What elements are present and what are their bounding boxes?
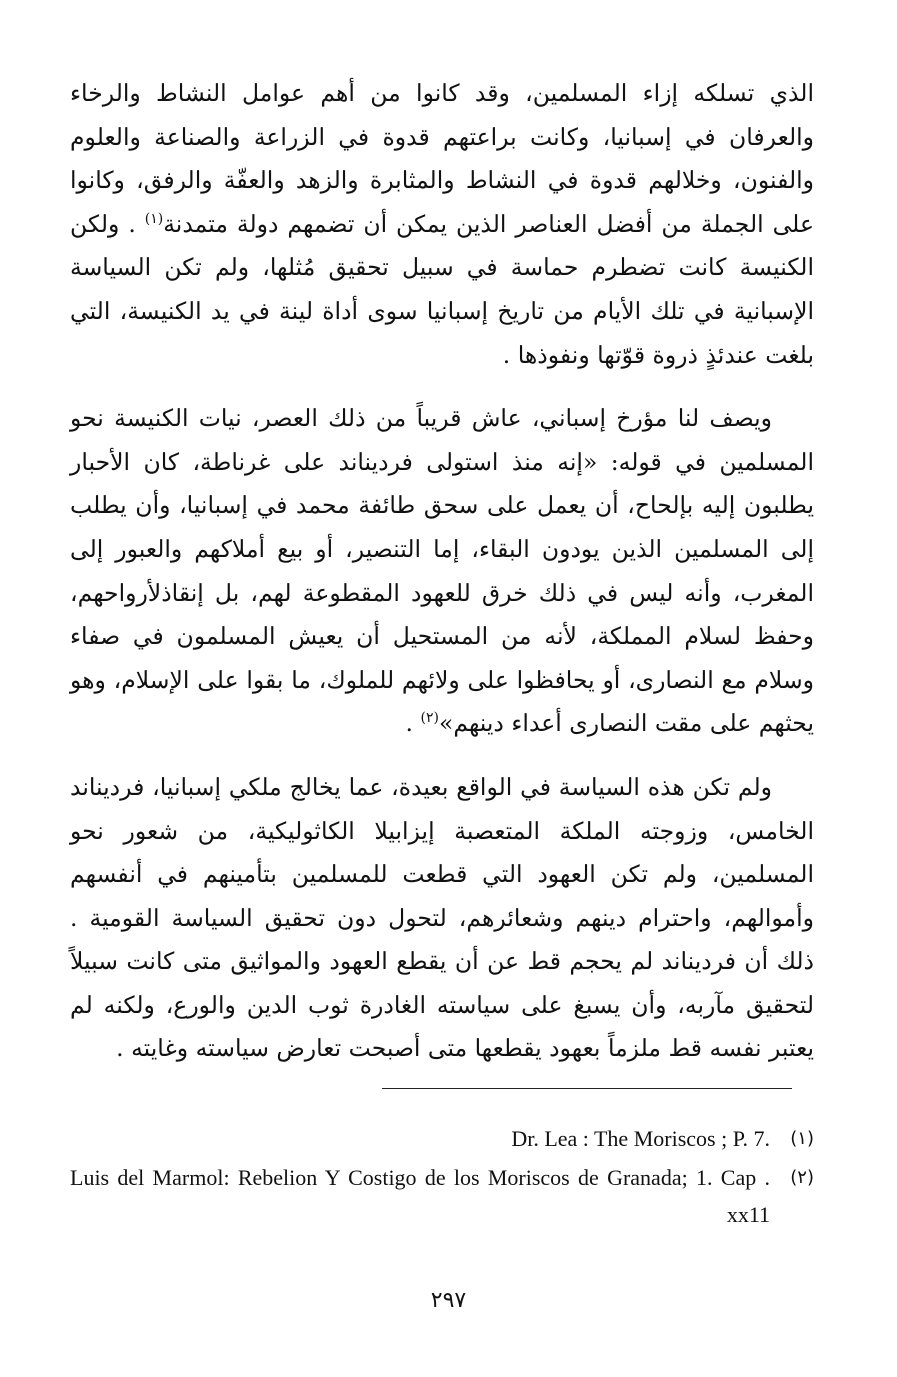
footnote-ref-2[interactable]: (٢) — [420, 710, 439, 727]
footnote-2-text: Luis del Marmol: Rebelion Y Costigo de los Moriscos de Granada; 1. Cap . xx11 — [70, 1165, 770, 1227]
footnote-2 — [70, 1159, 814, 1233]
paragraph-3 — [70, 766, 814, 1071]
footnote-1 — [70, 1120, 814, 1157]
footnote-ref-1[interactable]: (١) — [144, 210, 164, 227]
main-text — [70, 72, 814, 1071]
paragraph-2-text: ويصف لنا مؤرخ إسباني، عاش قريباً من ذلك العصر، نيات الكنيسة نحو المسلمين في قوله: «إنه منذ استولى فرديناند على غرناطة، كان الأحبار يطلبون إليه بإلحاح، أن يعمل على سحق طائفة محمد في إسبانيا، وأن يطلب إلى المسلمين الذين يودون البقاء، إما التنصير، أو بيع أملاكهم والعبور إلى المغرب، وأنه ليس في ذلك خرق للعهود المقطوعة لهم، بل إنقاذلأرواحهم، وحفظ لسلام المملكة، لأنه من المستحيل أن يعيش المسلمون في صفاء وسلام مع النصارى، أو يحافظوا على ولائهم للملوك، ما بقوا على الإسلام، وهو يحثهم على مقت النصارى أعداء دينهم» — [70, 404, 814, 738]
footnote-divider — [382, 1088, 792, 1089]
footnote-1-number: (١) — [790, 1128, 814, 1149]
paragraph-2 — [70, 397, 814, 746]
paragraph-1-text-after: . ولكن الكنيسة كانت تضطرم حماسة في سبيل تحقيق مُثلها، ولم تكن السياسة الإسبانية في تلك الأيام من تاريخ إسبانيا سوى أداة لينة في يد الكنيسة، التي بلغت عندئذٍ ذروة قوّتها ونفوذها . — [70, 209, 814, 369]
paragraph-1-text: الذي تسلكه إزاء المسلمين، وقد كانوا من أهم عوامل النشاط والرخاء والعرفان في إسبانيا، وكانت براعتهم قدوة في الزراعة والصناعة والعلوم والفنون، وخلالهم قدوة في النشاط والمثابرة والزهد والعفّة والرفق، وكانوا على الجملة من أفضل العناصر الذين يمكن أن تضمهم دولة متمدنة — [70, 79, 814, 238]
paragraph-1 — [70, 72, 814, 377]
footnotes — [70, 1120, 814, 1233]
page-number: ٢٩٧ — [430, 1288, 467, 1313]
footnote-1-text: Dr. Lea : The Moriscos ; P. 7. — [511, 1126, 770, 1151]
footnote-2-number: (٢) — [790, 1167, 814, 1188]
paragraph-2-text-after: . — [405, 709, 421, 738]
paragraph-3-text: ولم تكن هذه السياسة في الواقع بعيدة، عما يخالج ملكي إسبانيا، فرديناند الخامس، وزوجته الملكة المتعصبة إيزابيلا الكاثوليكية، من شعور نحو المسلمين، ولم تكن العهود التي قطعت للمسلمين بتأمينهم في أنفسهم وأموالهم، واحترام دينهم وشعائرهم، لتحول دون تحقيق السياسة القومية . ذلك أن فرديناند لم يحجم قط عن أن يقطع العهود والمواثيق متى كانت سبيلاً لتحقيق مآربه، وأن يسبغ على سياسته الغادرة ثوب الدين والورع، ولكنه لم يعتبر نفسه قط ملزماً بعهود يقطعها متى أصبحت تعارض سياسته وغايته . — [70, 772, 814, 1063]
